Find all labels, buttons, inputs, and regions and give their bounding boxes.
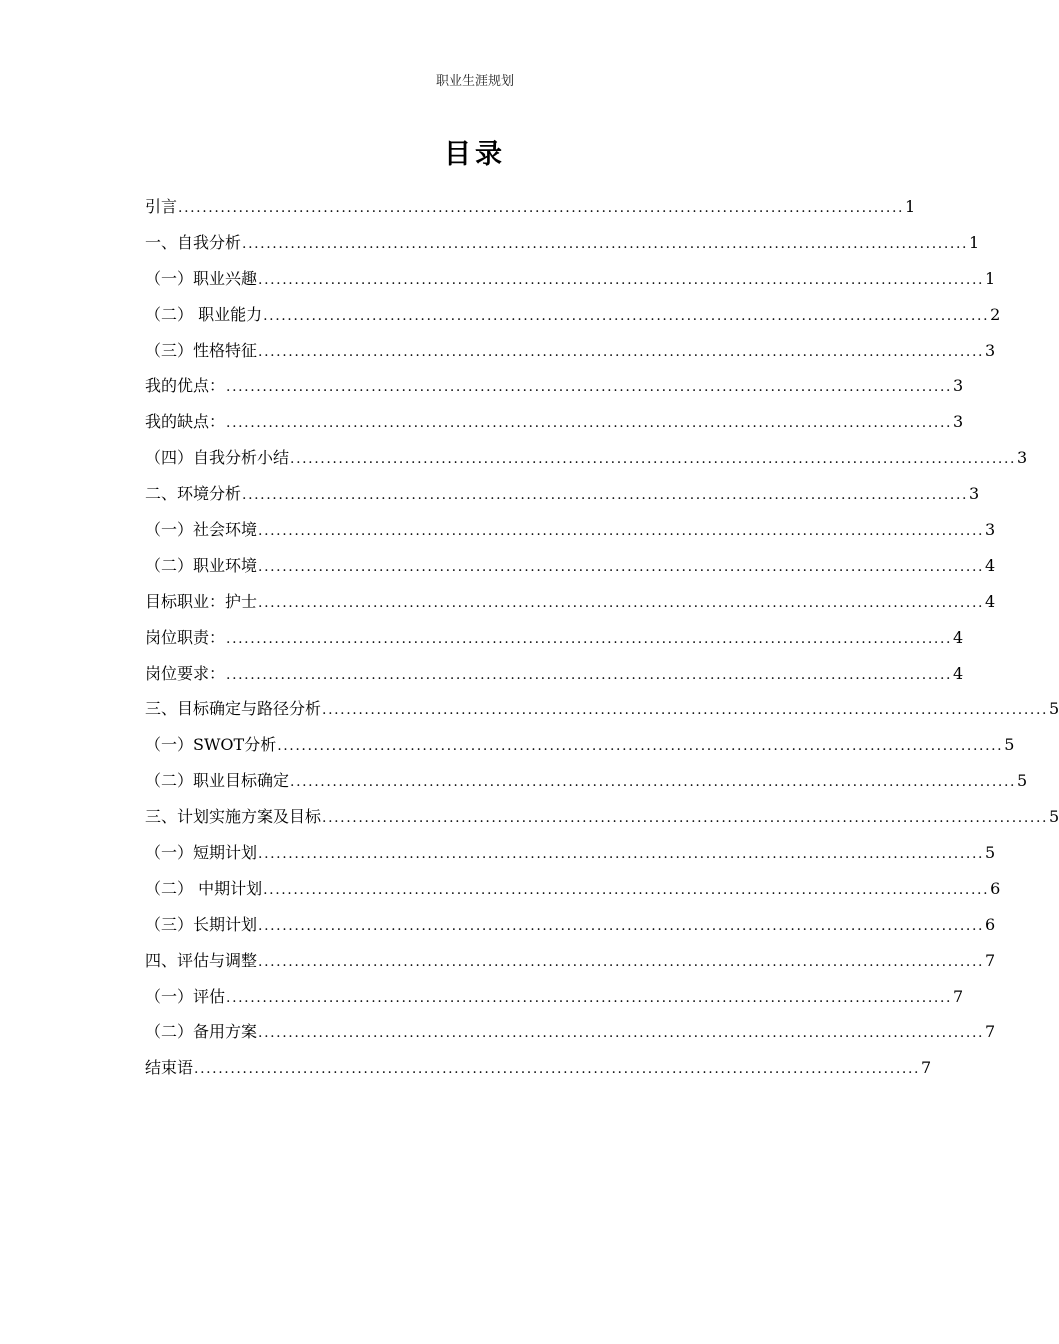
toc-entry[interactable] <box>145 979 964 1015</box>
toc-entry-label: 结束语 <box>145 1058 194 1078</box>
dot-leader: ........................................................................................................................ <box>258 846 985 863</box>
toc-entry-page-number: 2 <box>990 304 1001 324</box>
toc-entry-page-number: 7 <box>921 1058 932 1078</box>
toc-entry-label: （四）自我分析小结 <box>145 448 290 468</box>
table-of-contents <box>145 189 1059 1086</box>
toc-entry[interactable] <box>145 548 996 584</box>
toc-entry[interactable] <box>145 1050 932 1086</box>
dot-leader: ........................................................................................................................ <box>322 702 1049 719</box>
toc-entry[interactable] <box>145 512 996 548</box>
dot-leader: ........................................................................................................................ <box>290 451 1017 468</box>
toc-entry[interactable] <box>145 763 1028 799</box>
toc-entry[interactable] <box>145 835 996 871</box>
dot-leader: ........................................................................................................................ <box>226 989 953 1006</box>
toc-entry[interactable] <box>145 656 964 692</box>
toc-entry-label: 引言 <box>145 197 178 216</box>
toc-entry-label: 岗位职责： <box>145 627 226 647</box>
dot-leader: ........................................................................................................................ <box>242 487 969 504</box>
toc-entry[interactable] <box>145 189 916 225</box>
toc-entry-label: 我的优点： <box>145 376 226 396</box>
dot-leader: ........................................................................................................................ <box>226 630 953 647</box>
toc-entry-label: 四、评估与调整 <box>145 950 258 970</box>
dot-leader: ........................................................................................................................ <box>226 379 953 396</box>
toc-entry-page-number: 4 <box>953 627 964 647</box>
dot-leader: ........................................................................................................................ <box>242 235 969 252</box>
toc-entry-page-number: 3 <box>953 376 964 396</box>
toc-entry-label: （三）长期计划 <box>145 914 258 934</box>
toc-entry-page-number: 3 <box>985 340 996 360</box>
toc-entry-label: 三、目标确定与路径分析 <box>145 699 322 719</box>
dot-leader: ........................................................................................................................ <box>226 415 953 432</box>
toc-entry[interactable] <box>145 727 1015 763</box>
toc-entry-label: （二） 中期计划 <box>145 878 263 898</box>
toc-entry-label: 三、计划实施方案及目标 <box>145 807 322 827</box>
toc-entry-label: 岗位要求： <box>145 663 226 683</box>
toc-entry-label: （二）职业目标确定 <box>145 771 290 791</box>
toc-entry-page-number: 3 <box>969 484 980 504</box>
dot-leader: ........................................................................................................................ <box>277 738 1004 755</box>
toc-title: 目录 <box>444 139 506 170</box>
toc-entry[interactable] <box>145 404 964 440</box>
toc-entry[interactable] <box>145 943 996 979</box>
toc-entry[interactable] <box>145 584 996 620</box>
toc-entry-page-number: 7 <box>985 950 996 970</box>
toc-entry-label: 二、环境分析 <box>145 484 242 504</box>
toc-entry-label: （一）评估 <box>145 986 226 1006</box>
toc-entry[interactable] <box>145 620 964 656</box>
toc-entry-page-number: 3 <box>1017 448 1028 468</box>
toc-entry-page-number: 3 <box>985 520 996 540</box>
toc-entry[interactable] <box>145 691 1059 727</box>
dot-leader: ........................................................................................................................ <box>263 307 990 324</box>
toc-entry-label: 一、自我分析 <box>145 232 242 252</box>
toc-entry-page-number: 5 <box>1049 699 1059 719</box>
dot-leader: ........................................................................................................................ <box>263 881 990 898</box>
toc-entry[interactable] <box>145 225 980 261</box>
toc-entry-page-number: 3 <box>953 412 964 432</box>
toc-entry-page-number: 1 <box>905 197 916 216</box>
toc-entry-page-number: 5 <box>1004 735 1015 755</box>
dot-leader: ........................................................................................................................ <box>258 917 985 934</box>
toc-entry-page-number: 1 <box>969 232 980 252</box>
toc-entry-page-number: 5 <box>985 843 996 863</box>
toc-entry-page-number: 4 <box>953 663 964 683</box>
toc-entry[interactable] <box>145 368 964 404</box>
toc-entry[interactable] <box>145 871 1001 907</box>
dot-leader: ........................................................................................................................ <box>258 594 985 611</box>
toc-entry[interactable] <box>145 297 1001 333</box>
toc-entry-page-number: 6 <box>985 914 996 934</box>
dot-leader: ........................................................................................................................ <box>258 558 985 575</box>
dot-leader: ........................................................................................................................ <box>258 953 985 970</box>
toc-entry[interactable] <box>145 1014 996 1050</box>
toc-entry-page-number: 5 <box>1049 807 1059 827</box>
toc-entry-label: 我的缺点： <box>145 412 226 432</box>
dot-leader: ........................................................................................................................ <box>258 271 985 288</box>
dot-leader: ........................................................................................................................ <box>258 523 985 540</box>
toc-entry-label: （二） 职业能力 <box>145 304 263 324</box>
toc-entry-label: （一）SWOT分析 <box>145 735 277 755</box>
toc-entry-page-number: 6 <box>990 878 1001 898</box>
toc-entry-page-number: 7 <box>953 986 964 1006</box>
toc-entry-label: 目标职业：护士 <box>145 591 258 611</box>
dot-leader: ........................................................................................................................ <box>258 343 985 360</box>
toc-entry-label: （二）职业环境 <box>145 555 258 575</box>
dot-leader: ........................................................................................................................ <box>226 666 953 683</box>
toc-entry-page-number: 4 <box>985 555 996 575</box>
toc-entry[interactable] <box>145 440 1028 476</box>
dot-leader: ........................................................................................................................ <box>290 774 1017 791</box>
toc-entry-label: （一）职业兴趣 <box>145 268 258 288</box>
dot-leader: ........................................................................................................................ <box>258 1025 985 1042</box>
dot-leader: ........................................................................................................................ <box>322 810 1049 827</box>
dot-leader: ........................................................................................................................ <box>178 200 905 216</box>
toc-entry-label: （一）社会环境 <box>145 520 258 540</box>
toc-entry-label: （三）性格特征 <box>145 340 258 360</box>
running-header: 职业生涯规划 <box>435 74 514 89</box>
toc-entry[interactable] <box>145 799 1059 835</box>
toc-entry[interactable] <box>145 261 996 297</box>
toc-entry-page-number: 1 <box>985 268 996 288</box>
toc-entry-page-number: 5 <box>1017 771 1028 791</box>
toc-entry[interactable] <box>145 476 980 512</box>
toc-entry[interactable] <box>145 907 996 943</box>
toc-entry-page-number: 4 <box>985 591 996 611</box>
toc-entry-page-number: 7 <box>985 1022 996 1042</box>
toc-entry[interactable] <box>145 333 996 369</box>
dot-leader: ........................................................................................................................ <box>194 1061 921 1078</box>
toc-entry-label: （一）短期计划 <box>145 843 258 863</box>
toc-entry-label: （二）备用方案 <box>145 1022 258 1042</box>
